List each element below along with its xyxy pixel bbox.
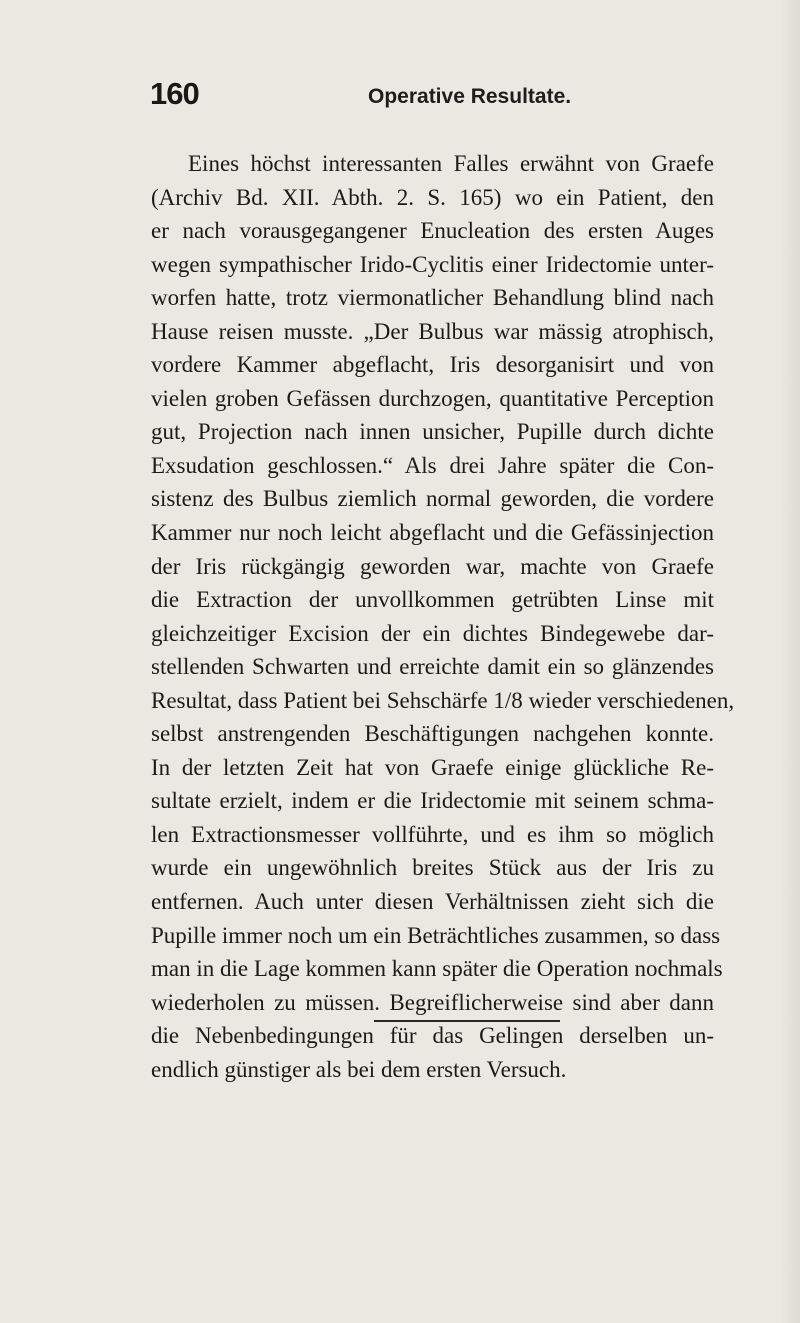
text-line: sistenz des Bulbus ziemlich normal geworden, die vordere	[151, 486, 714, 512]
text-line: (Archiv Bd. XII. Abth. 2. S. 165) wo ein Patient, den	[151, 184, 714, 210]
text-line: wurde ein ungewöhnlich breites Stück aus der Iris zu	[151, 855, 714, 881]
text-line: len Extractionsmesser vollführte, und es ihm so möglich	[151, 821, 714, 847]
text-line: wegen sympathischer Irido-Cyclitis einer Iridectomie unter-	[151, 251, 714, 277]
text-line: der Iris rückgängig geworden war, machte von Graefe	[151, 553, 714, 579]
text-line: entfernen. Auch unter diesen Verhältnissen zieht sich die	[151, 889, 714, 915]
page-number: 160	[150, 76, 199, 111]
text-line: vordere Kammer abgeflacht, Iris desorganisirt und von	[151, 352, 714, 378]
text-line: Hause reisen musste. „Der Bulbus war mässig atrophisch,	[151, 318, 714, 344]
running-title: Operative Resultate.	[368, 85, 572, 108]
text-line: Eines höchst interessanten Falles erwähnt von Graefe	[188, 151, 714, 176]
text-line: gleichzeitiger Excision der ein dichtes Bindegewebe dar-	[151, 620, 714, 646]
text-line: sultate erzielt, indem er die Iridectomie mit seinem schma-	[151, 788, 714, 814]
page-header	[150, 76, 710, 120]
page-edge-shadow	[780, 0, 800, 1323]
text-line: endlich günstiger als bei dem ersten Versuch.	[151, 1056, 567, 1082]
text-line: die Nebenbedingungen für das Gelingen derselben un-	[151, 1023, 714, 1049]
text-line: die Extraction der unvollkommen getrübten Linse mit	[151, 587, 714, 613]
text-line: wiederholen zu müssen. Begreiflicherweise sind aber dann	[151, 989, 714, 1015]
text-line: Exsudation geschlossen.“ Als drei Jahre später die Con-	[151, 452, 714, 478]
text-line: worfen hatte, trotz viermonatlicher Behandlung blind nach	[151, 285, 714, 311]
text-line: er nach vorausgegangener Enucleation des ersten Auges	[151, 218, 714, 244]
section-divider-rule	[374, 1020, 560, 1022]
text-line: In der letzten Zeit hat von Graefe einige glückliche Re-	[151, 754, 714, 780]
text-line: Resultat, dass Patient bei Sehschärfe 1/8 wieder verschiedenen,	[151, 687, 735, 713]
text-line: gut, Projection nach innen unsicher, Pupille durch dichte	[151, 419, 714, 445]
text-line: man in die Lage kommen kann später die Operation nochmals	[151, 956, 723, 982]
body-paragraph	[151, 147, 735, 1086]
text-line: Pupille immer noch um ein Beträchtliches zusammen, so dass	[151, 922, 721, 948]
text-line: selbst anstrengenden Beschäftigungen nachgehen konnte.	[151, 721, 714, 747]
text-line: stellenden Schwarten und erreichte damit ein so glänzendes	[151, 654, 714, 680]
text-line: Kammer nur noch leicht abgeflacht und die Gefässinjection	[151, 520, 714, 546]
text-line: vielen groben Gefässen durchzogen, quantitative Perception	[151, 385, 714, 411]
